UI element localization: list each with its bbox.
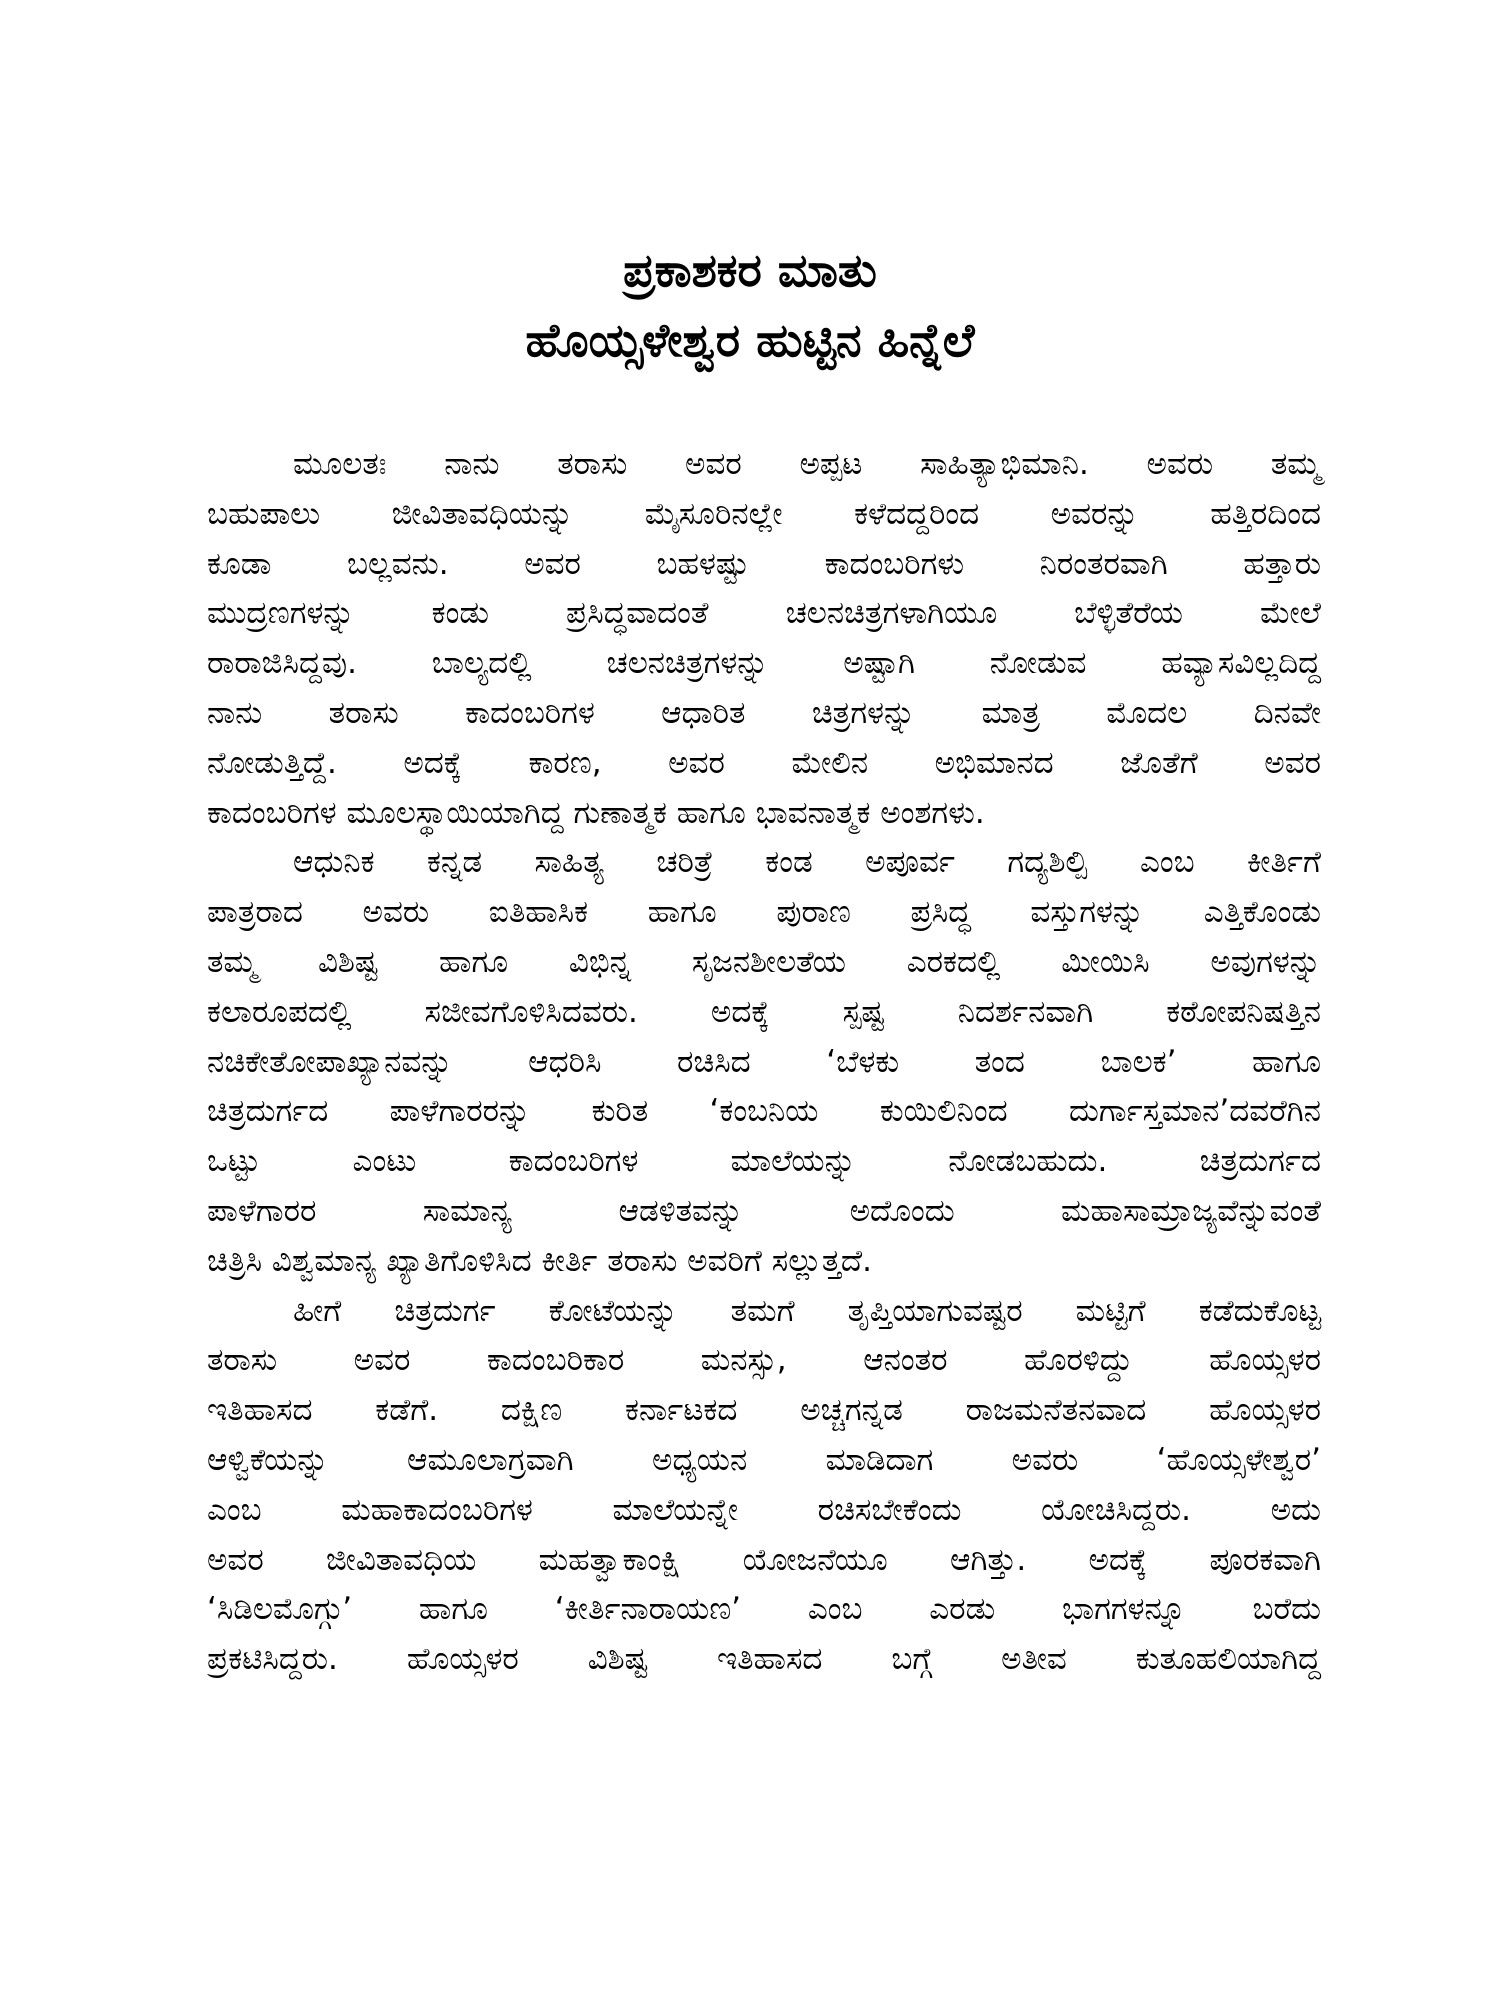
page-subtitle: ಹೊಯ್ಸಳೇಶ್ವರ ಹುಟ್ಟಿನ ಹಿನ್ನೆಲೆ	[525, 313, 975, 367]
text-line: ಚಿತ್ರದುರ್ಗದ ಪಾಳೆಗಾರರನ್ನು ಕುರಿತ ‘ಕಂಬನಿಯ ಕುಯಿಲಿನಿಂದ ದುರ್ಗಾಸ್ತಮಾನ’ದವರೆಗಿನ	[207, 1093, 1321, 1130]
text-line: ತಮ್ಮ ವಿಶಿಷ್ಟ ಹಾಗೂ ವಿಭಿನ್ನ ಸೃಜನಶೀಲತೆಯ ಎರಕದಲ್ಲಿ ಮೀಯಿಸಿ ಅವುಗಳನ್ನು	[207, 943, 1321, 980]
text-line: ಬಹುಪಾಲು ಜೀವಿತಾವಧಿಯನ್ನು ಮೈಸೂರಿನಲ್ಲೇ ಕಳೆದದ್ದರಿಂದ ಅವರನ್ನು ಹತ್ತಿರದಿಂದ	[207, 495, 1321, 532]
page-title: ಪ್ರಕಾಶಕರ ಮಾತು	[623, 243, 877, 297]
text-line: ಆಧುನಿಕ ಕನ್ನಡ ಸಾಹಿತ್ಯ ಚರಿತ್ರೆ ಕಂಡ ಅಪೂರ್ವ ಗದ್ಯಶಿಲ್ಪಿ ಎಂಬ ಕೀರ್ತಿಗೆ	[293, 844, 1321, 881]
text-line: ನಚಿಕೇತೋಪಾಖ್ಯಾನವನ್ನು ಆಧರಿಸಿ ರಚಿಸಿದ ‘ಬೆಳಕು ತಂದ ಬಾಲಕ’ ಹಾಗೂ	[207, 1043, 1321, 1080]
paragraph-3	[207, 1287, 1321, 1685]
text-line: ‘ಸಿಡಿಲಮೊಗ್ಗು’ ಹಾಗೂ ‘ಕೀರ್ತಿನಾರಾಯಣ’ ಎಂಬ ಎರಡು ಭಾಗಗಳನ್ನೂ ಬರೆದು	[207, 1591, 1321, 1628]
text-line: ಪಾತ್ರರಾದ ಅವರು ಐತಿಹಾಸಿಕ ಹಾಗೂ ಪುರಾಣ ಪ್ರಸಿದ್ಧ ವಸ್ತುಗಳನ್ನು ಎತ್ತಿಕೊಂಡು	[207, 894, 1321, 931]
text-line: ನೋಡುತ್ತಿದ್ದೆ. ಅದಕ್ಕೆ ಕಾರಣ, ಅವರ ಮೇಲಿನ ಅಭಿಮಾನದ ಜೊತೆಗೆ ಅವರ	[207, 744, 1321, 781]
text-line: ಎಂಬ ಮಹಾಕಾದಂಬರಿಗಳ ಮಾಲೆಯನ್ನೇ ರಚಿಸಬೇಕೆಂದು ಯೋಚಿಸಿದ್ದರು. ಅದು	[207, 1491, 1321, 1528]
text-line: ಪಾಳೆಗಾರರ ಸಾಮಾನ್ಯ ಆಡಳಿತವನ್ನು ಅದೊಂದು ಮಹಾಸಾಮ್ರಾಜ್ಯವೆನ್ನುವಂತೆ	[207, 1192, 1321, 1229]
text-line: ಕಲಾರೂಪದಲ್ಲಿ ಸಜೀವಗೊಳಿಸಿದವರು. ಅದಕ್ಕೆ ಸ್ಪಷ್ಟ ನಿದರ್ಶನವಾಗಿ ಕಠೋಪನಿಷತ್ತಿನ	[207, 993, 1321, 1030]
text-line: ಹೀಗೆ ಚಿತ್ರದುರ್ಗ ಕೋಟೆಯನ್ನು ತಮಗೆ ತೃಪ್ತಿಯಾಗುವಷ್ಟರ ಮಟ್ಟಿಗೆ ಕಡೆದುಕೊಟ್ಟ	[293, 1292, 1321, 1329]
title-block	[0, 235, 1500, 375]
paragraph-2	[207, 838, 1321, 1286]
text-line: ನಾನು ತರಾಸು ಕಾದಂಬರಿಗಳ ಆಧಾರಿತ ಚಿತ್ರಗಳನ್ನು ಮಾತ್ರ ಮೊದಲ ದಿನವೇ	[207, 694, 1321, 731]
text-line: ಮೂಲತಃ ನಾನು ತರಾಸು ಅವರ ಅಪ್ಪಟ ಸಾಹಿತ್ಯಾಭಿಮಾನಿ. ಅವರು ತಮ್ಮ	[293, 446, 1321, 482]
text-line: ಕಾದಂಬರಿಗಳ ಮೂಲಸ್ಥಾಯಿಯಾಗಿದ್ದ ಗುಣಾತ್ಮಕ ಹಾಗೂ ಭಾವನಾತ್ಮಕ ಅಂಶಗಳು.	[207, 794, 985, 831]
text-line: ಕೂಡಾ ಬಲ್ಲವನು. ಅವರ ಬಹಳಷ್ಟು ಕಾದಂಬರಿಗಳು ನಿರಂತರವಾಗಿ ಹತ್ತಾರು	[207, 545, 1321, 582]
text-line: ಅವರ ಜೀವಿತಾವಧಿಯ ಮಹತ್ವಾಕಾಂಕ್ಷಿ ಯೋಜನೆಯೂ ಆಗಿತ್ತು. ಅದಕ್ಕೆ ಪೂರಕವಾಗಿ	[207, 1541, 1321, 1578]
paragraph-1	[207, 440, 1321, 838]
text-line: ತರಾಸು ಅವರ ಕಾದಂಬರಿಕಾರ ಮನಸ್ಸು, ಆನಂತರ ಹೊರಳಿದ್ದು ಹೊಯ್ಸಳರ	[207, 1342, 1321, 1379]
text-line: ಮುದ್ರಣಗಳನ್ನು ಕಂಡು ಪ್ರಸಿದ್ಧವಾದಂತೆ ಚಲನಚಿತ್ರಗಳಾಗಿಯೂ ಬೆಳ್ಳಿತೆರೆಯ ಮೇಲೆ	[207, 595, 1321, 632]
text-line: ಪ್ರಕಟಿಸಿದ್ದರು. ಹೊಯ್ಸಳರ ವಿಶಿಷ್ಟ ಇತಿಹಾಸದ ಬಗ್ಗೆ ಅತೀವ ಕುತೂಹಲಿಯಾಗಿದ್ದ	[207, 1641, 1321, 1678]
text-line: ಆಳ್ವಿಕೆಯನ್ನು ಆಮೂಲಾಗ್ರವಾಗಿ ಅಧ್ಯಯನ ಮಾಡಿದಾಗ ಅವರು ‘ಹೊಯ್ಸಳೇಶ್ವರ’	[207, 1441, 1321, 1478]
text-line: ಚಿತ್ರಿಸಿ ವಿಶ್ವಮಾನ್ಯ ಖ್ಯಾತಿಗೊಳಿಸಿದ ಕೀರ್ತಿ ತರಾಸು ಅವರಿಗೆ ಸಲ್ಲುತ್ತದೆ.	[207, 1242, 873, 1279]
text-line: ಇತಿಹಾಸದ ಕಡೆಗೆ. ದಕ್ಷಿಣ ಕರ್ನಾಟಕದ ಅಚ್ಚಗನ್ನಡ ರಾಜಮನೆತನವಾದ ಹೊಯ್ಸಳರ	[207, 1392, 1321, 1429]
text-line: ಒಟ್ಟು ಎಂಟು ಕಾದಂಬರಿಗಳ ಮಾಲೆಯನ್ನು ನೋಡಬಹುದು. ಚಿತ್ರದುರ್ಗದ	[207, 1143, 1321, 1180]
text-line: ರಾರಾಜಿಸಿದ್ದವು. ಬಾಲ್ಯದಲ್ಲಿ ಚಲನಚಿತ್ರಗಳನ್ನು ಅಷ್ಟಾಗಿ ನೋಡುವ ಹವ್ಯಾಸವಿಲ್ಲದಿದ್ದ	[207, 645, 1321, 682]
body-text	[207, 440, 1321, 1685]
